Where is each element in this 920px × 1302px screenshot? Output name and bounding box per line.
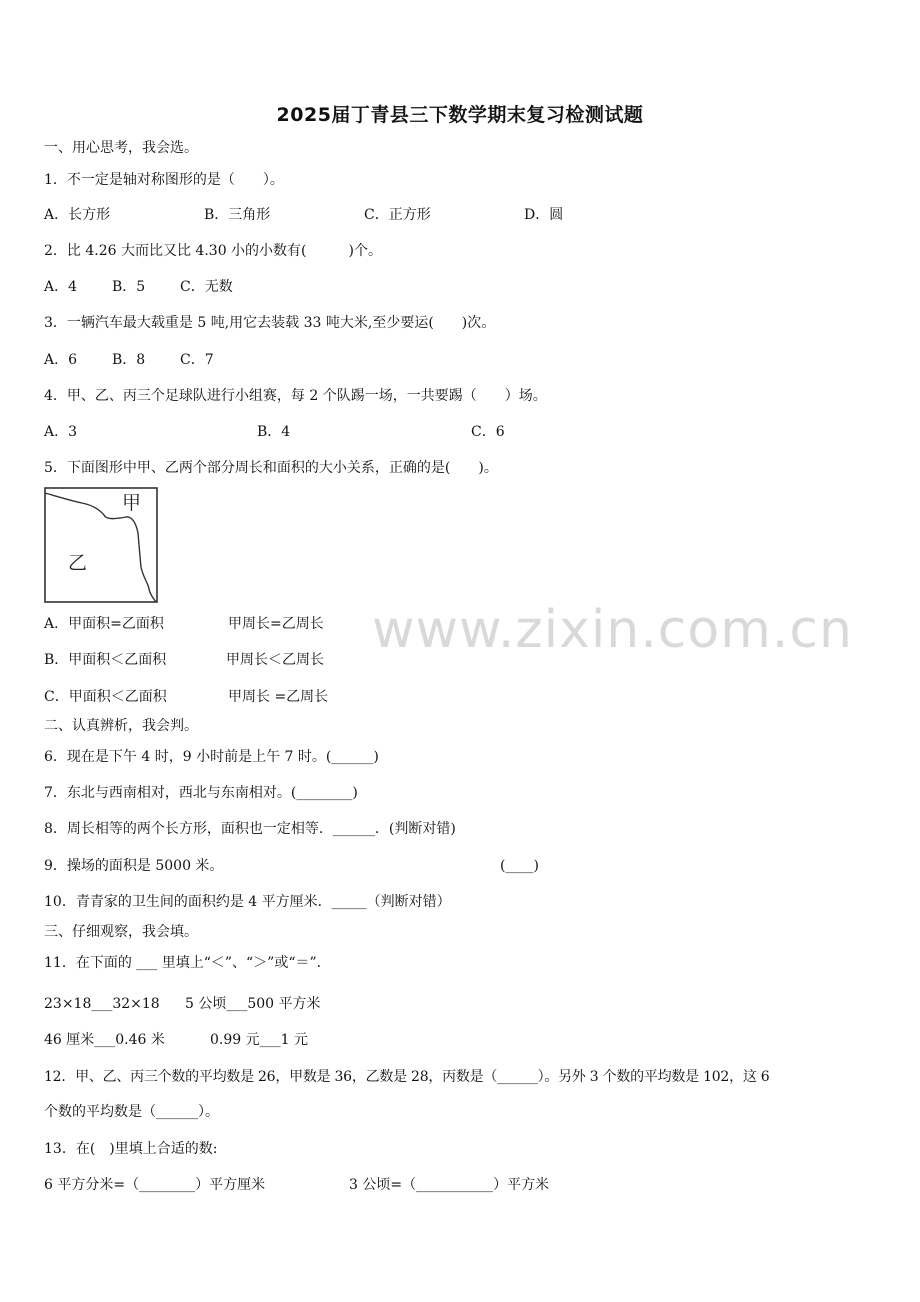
option-a: A．3: [44, 424, 78, 440]
option-area: B．甲面积＜乙面积: [44, 652, 167, 668]
region-label-yi: 乙: [68, 552, 88, 574]
option-area: C．甲面积＜乙面积: [44, 689, 167, 705]
option-b: B．8: [112, 352, 146, 368]
question-10: 10．青青家的卫生间的面积约是 4 平方厘米．_____（判断对错）: [44, 894, 451, 910]
section-3-heading: 三、仔细观察，我会填。: [44, 924, 198, 940]
question-5-stem: 5．下面图形中甲、乙两个部分周长和面积的大小关系，正确的是( )。: [44, 460, 498, 476]
question-5-figure: [44, 487, 158, 603]
option-a: A．4: [44, 279, 78, 295]
section-1-heading: 一、用心思考，我会选。: [44, 140, 198, 156]
question-13-stem: 13．在( )里填上合适的数:: [44, 1141, 218, 1157]
question-9-stem: 9．操场的面积是 5000 米。: [44, 858, 224, 874]
compare-item: 0.99 元___1 元: [210, 1032, 308, 1048]
option-b: B．三角形: [204, 207, 271, 223]
section-2-heading: 二、认真辨析，我会判。: [44, 718, 198, 734]
question-4-stem: 4．甲、乙、丙三个足球队进行小组赛，每 2 个队踢一场，一共要踢（ ）场。: [44, 388, 547, 404]
compare-item: 46 厘米___0.46 米: [44, 1032, 165, 1048]
question-7: 7．东北与西南相对，西北与东南相对。(________): [44, 785, 358, 801]
option-perimeter: 甲周长 =乙周长: [228, 689, 329, 705]
question-12-line-2: 个数的平均数是（______）。: [44, 1104, 219, 1120]
page-title: 2025届丁青县三下数学期末复习检测试题: [276, 104, 644, 126]
compare-item: 5 公顷___500 平方米: [185, 996, 321, 1012]
option-c: C．6: [471, 424, 505, 440]
option-b: B．4: [257, 424, 291, 440]
option-area: A．甲面积=乙面积: [44, 616, 164, 632]
compare-item: 23×18___32×18: [44, 996, 160, 1012]
option-perimeter: 甲周长=乙周长: [228, 616, 324, 632]
option-perimeter: 甲周长＜乙周长: [226, 652, 324, 668]
question-6: 6．现在是下午 4 时，9 小时前是上午 7 时。(______): [44, 749, 379, 765]
region-label-jia: 甲: [122, 492, 142, 514]
question-12-line-1: 12．甲、乙、丙三个数的平均数是 26，甲数是 36，乙数是 28，丙数是（______）。另外 3 个数的平均数是 102，这 6: [44, 1069, 770, 1085]
fill-item: 3 公顷=（___________）平方米: [349, 1177, 550, 1193]
option-a: A．6: [44, 352, 78, 368]
question-8: 8．周长相等的两个长方形，面积也一定相等．______．(判断对错): [44, 821, 456, 837]
option-c: C．无数: [180, 279, 233, 295]
question-9-blank: (____): [500, 858, 539, 874]
option-b: B．5: [112, 279, 146, 295]
fill-item: 6 平方分米=（________）平方厘米: [44, 1177, 266, 1193]
option-d: D．圆: [524, 207, 564, 223]
question-3-stem: 3．一辆汽车最大载重是 5 吨,用它去装载 33 吨大米,至少要运( )次。: [44, 315, 496, 331]
question-2-stem: 2．比 4.26 大而比又比 4.30 小的小数有( )个。: [44, 243, 382, 259]
question-1-stem: 1．不一定是轴对称图形的是（ ）。: [44, 172, 284, 188]
question-11-stem: 11．在下面的 ___ 里填上“＜”、“＞”或“＝”．: [44, 955, 331, 971]
option-a: A．长方形: [44, 207, 111, 223]
option-c: C．7: [180, 352, 214, 368]
option-c: C．正方形: [364, 207, 431, 223]
area-comparison-diagram: [44, 487, 158, 603]
watermark: www.zixin.com.cn: [372, 600, 853, 660]
